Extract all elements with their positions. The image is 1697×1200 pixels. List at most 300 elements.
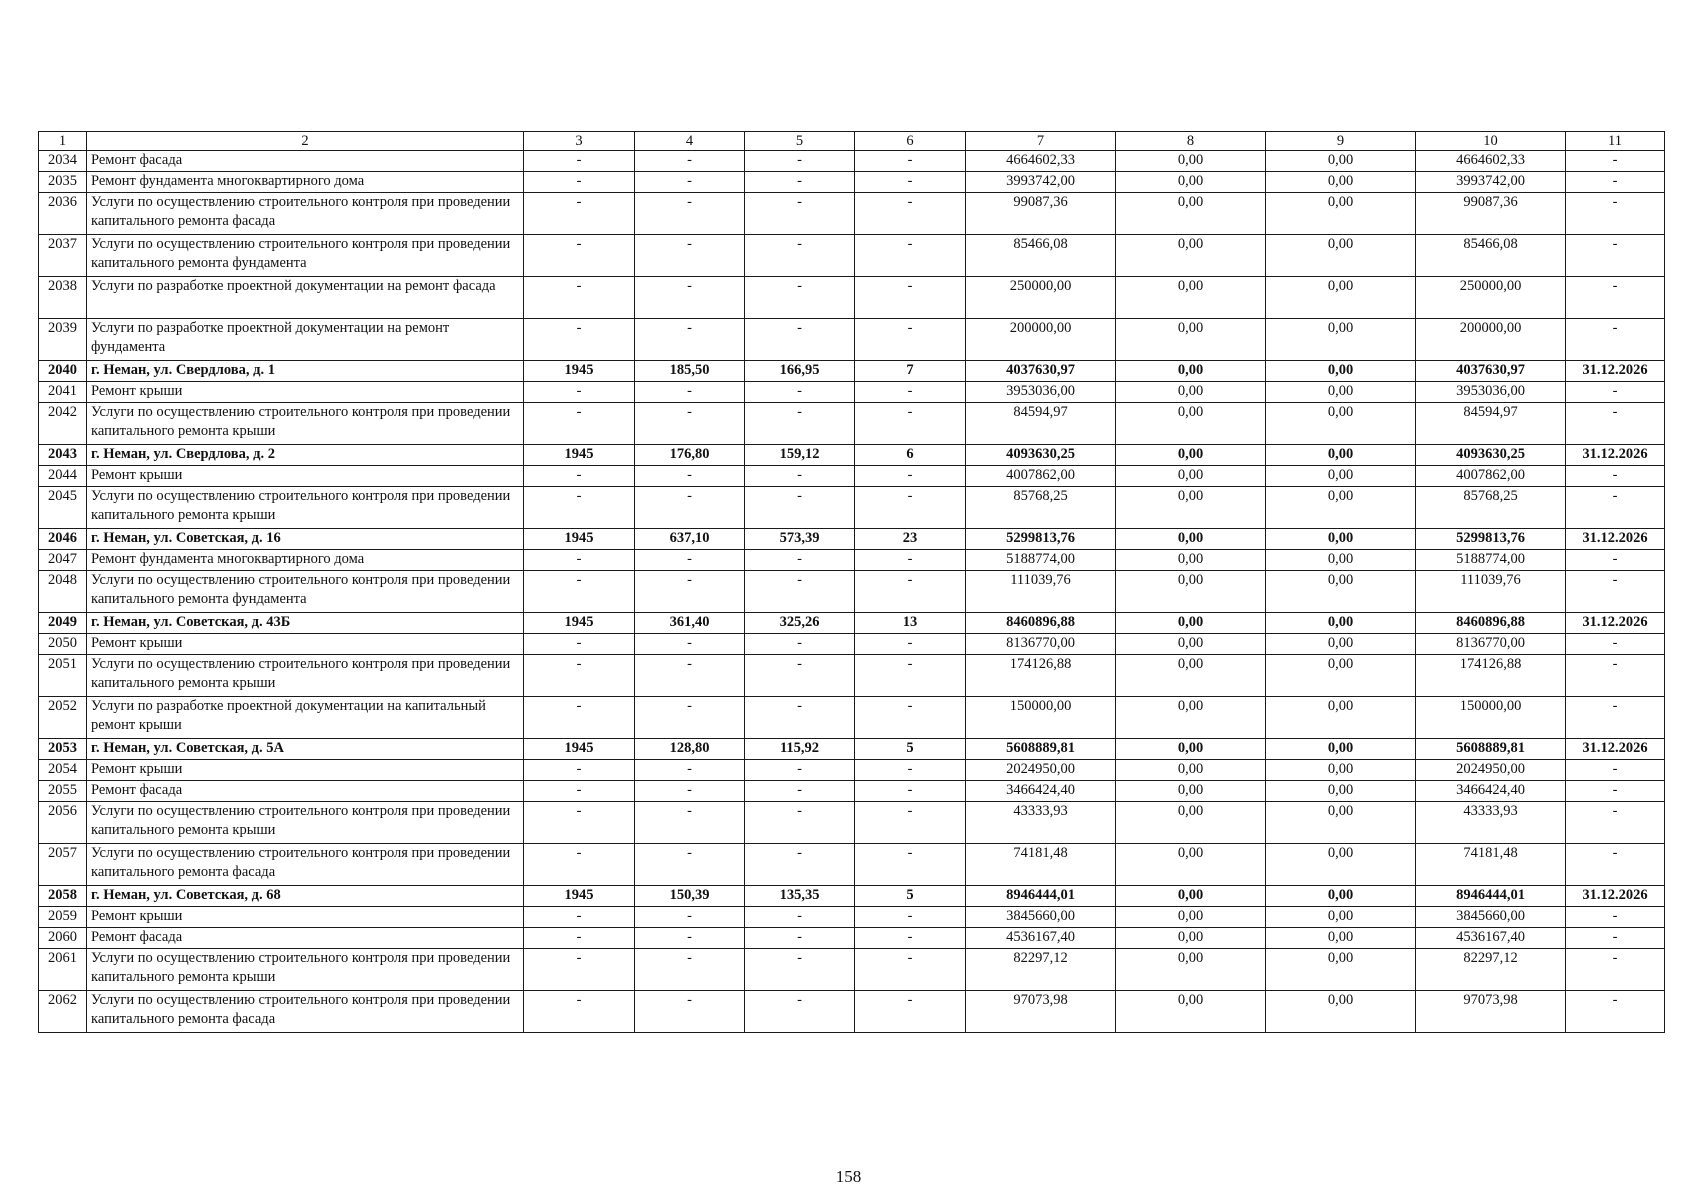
cell-c3: - [524,655,635,697]
cell-c4: - [635,697,745,739]
row-number: 2056 [39,802,87,844]
cell-c8: 0,00 [1116,739,1266,760]
table-body [39,132,1665,1033]
header-cell: 9 [1266,132,1416,151]
cell-c8: 0,00 [1116,235,1266,277]
cell-c10: 85768,25 [1416,487,1566,529]
cell-c9: 0,00 [1266,382,1416,403]
table-row [39,697,1665,739]
cell-c7: 97073,98 [966,991,1116,1033]
cell-c11: 31.12.2026 [1566,529,1665,550]
address-row [39,886,1665,907]
cell-c5: - [745,382,855,403]
cell-c11: 31.12.2026 [1566,613,1665,634]
cell-c6: - [855,550,966,571]
cell-c8: 0,00 [1116,760,1266,781]
cell-c4: - [635,466,745,487]
cell-c11: - [1566,235,1665,277]
row-name: г. Неман, ул. Советская, д. 5А [87,739,524,760]
cell-c6: - [855,235,966,277]
cell-c9: 0,00 [1266,907,1416,928]
cell-c6: 6 [855,445,966,466]
table-row [39,991,1665,1033]
row-number: 2036 [39,193,87,235]
cell-c11: 31.12.2026 [1566,361,1665,382]
cell-c3: - [524,781,635,802]
cell-c11: - [1566,844,1665,886]
cell-c11: - [1566,193,1665,235]
cell-c8: 0,00 [1116,151,1266,172]
cell-c3: 1945 [524,613,635,634]
row-number: 2057 [39,844,87,886]
cell-c10: 8460896,88 [1416,613,1566,634]
cell-c5: - [745,697,855,739]
cell-c3: - [524,571,635,613]
row-number: 2044 [39,466,87,487]
row-name: Ремонт крыши [87,634,524,655]
cell-c11: - [1566,949,1665,991]
cell-c10: 2024950,00 [1416,760,1566,781]
cell-c7: 84594,97 [966,403,1116,445]
cell-c11: - [1566,571,1665,613]
cell-c3: - [524,928,635,949]
cell-c4: 150,39 [635,886,745,907]
cell-c6: - [855,151,966,172]
cell-c11: - [1566,550,1665,571]
cell-c9: 0,00 [1266,886,1416,907]
cell-c4: - [635,844,745,886]
cell-c6: - [855,655,966,697]
cell-c9: 0,00 [1266,277,1416,319]
cell-c8: 0,00 [1116,445,1266,466]
header-cell: 8 [1116,132,1266,151]
cell-c5: - [745,319,855,361]
cell-c6: - [855,571,966,613]
cell-c4: - [635,991,745,1033]
cell-c9: 0,00 [1266,361,1416,382]
cell-c9: 0,00 [1266,151,1416,172]
cell-c3: 1945 [524,529,635,550]
cell-c3: - [524,991,635,1033]
cell-c11: 31.12.2026 [1566,886,1665,907]
address-row [39,445,1665,466]
row-number: 2046 [39,529,87,550]
cell-c7: 111039,76 [966,571,1116,613]
cell-c11: - [1566,172,1665,193]
row-name: Ремонт крыши [87,760,524,781]
cell-c4: - [635,193,745,235]
cell-c9: 0,00 [1266,781,1416,802]
row-name: Услуги по осуществлению строительного контроля при проведении капитального ремонта фундамента [87,571,524,613]
cell-c5: 159,12 [745,445,855,466]
row-name: г. Неман, ул. Советская, д. 68 [87,886,524,907]
cell-c3: - [524,550,635,571]
cell-c5: 573,39 [745,529,855,550]
header-cell: 3 [524,132,635,151]
table-row [39,655,1665,697]
cell-c10: 111039,76 [1416,571,1566,613]
cell-c11: - [1566,907,1665,928]
row-name: Услуги по осуществлению строительного контроля при проведении капитального ремонта фасада [87,844,524,886]
cell-c8: 0,00 [1116,382,1266,403]
cell-c9: 0,00 [1266,571,1416,613]
cell-c11: - [1566,403,1665,445]
cell-c10: 99087,36 [1416,193,1566,235]
cell-c4: 128,80 [635,739,745,760]
cell-c9: 0,00 [1266,655,1416,697]
cell-c10: 43333,93 [1416,802,1566,844]
row-name: Ремонт крыши [87,907,524,928]
cell-c4: - [635,172,745,193]
cell-c8: 0,00 [1116,697,1266,739]
table-row [39,949,1665,991]
row-number: 2034 [39,151,87,172]
cell-c6: - [855,193,966,235]
row-name: Услуги по осуществлению строительного контроля при проведении капитального ремонта фундамента [87,235,524,277]
cell-c4: - [635,760,745,781]
cell-c8: 0,00 [1116,550,1266,571]
row-name: Услуги по разработке проектной документации на ремонт фундамента [87,319,524,361]
table-row [39,550,1665,571]
cell-c9: 0,00 [1266,739,1416,760]
cell-c3: - [524,844,635,886]
cell-c4: - [635,802,745,844]
works-table [38,131,1665,1033]
cell-c3: - [524,802,635,844]
table-row [39,235,1665,277]
cell-c3: - [524,907,635,928]
cell-c7: 3953036,00 [966,382,1116,403]
cell-c7: 200000,00 [966,319,1116,361]
cell-c5: - [745,634,855,655]
cell-c3: - [524,382,635,403]
cell-c5: - [745,193,855,235]
cell-c9: 0,00 [1266,949,1416,991]
cell-c8: 0,00 [1116,886,1266,907]
header-cell: 6 [855,132,966,151]
cell-c10: 4664602,33 [1416,151,1566,172]
cell-c10: 3845660,00 [1416,907,1566,928]
cell-c8: 0,00 [1116,571,1266,613]
header-row [39,132,1665,151]
table-row [39,802,1665,844]
row-name: Услуги по осуществлению строительного контроля при проведении капитального ремонта крыши [87,655,524,697]
table-row [39,760,1665,781]
cell-c7: 4037630,97 [966,361,1116,382]
header-cell: 11 [1566,132,1665,151]
cell-c7: 5188774,00 [966,550,1116,571]
row-number: 2040 [39,361,87,382]
header-cell: 1 [39,132,87,151]
row-name: Услуги по осуществлению строительного контроля при проведении капитального ремонта крыши [87,403,524,445]
row-number: 2041 [39,382,87,403]
header-cell: 7 [966,132,1116,151]
cell-c7: 99087,36 [966,193,1116,235]
cell-c9: 0,00 [1266,466,1416,487]
cell-c5: - [745,172,855,193]
cell-c5: - [745,571,855,613]
header-cell: 10 [1416,132,1566,151]
row-number: 2053 [39,739,87,760]
cell-c3: - [524,319,635,361]
table-row [39,277,1665,319]
row-number: 2042 [39,403,87,445]
header-cell: 2 [87,132,524,151]
cell-c9: 0,00 [1266,550,1416,571]
cell-c8: 0,00 [1116,928,1266,949]
cell-c6: - [855,907,966,928]
cell-c4: - [635,781,745,802]
cell-c10: 4093630,25 [1416,445,1566,466]
cell-c5: - [745,403,855,445]
cell-c11: - [1566,991,1665,1033]
cell-c11: - [1566,928,1665,949]
row-number: 2055 [39,781,87,802]
cell-c5: - [745,466,855,487]
row-name: Услуги по разработке проектной документации на капитальный ремонт крыши [87,697,524,739]
cell-c9: 0,00 [1266,760,1416,781]
header-cell: 4 [635,132,745,151]
cell-c8: 0,00 [1116,655,1266,697]
row-name: Услуги по осуществлению строительного контроля при проведении капитального ремонта крыши [87,949,524,991]
address-row [39,739,1665,760]
row-name: г. Неман, ул. Советская, д. 43Б [87,613,524,634]
cell-c6: - [855,487,966,529]
row-number: 2038 [39,277,87,319]
cell-c5: 325,26 [745,613,855,634]
cell-c4: - [635,907,745,928]
cell-c4: 361,40 [635,613,745,634]
row-number: 2059 [39,907,87,928]
table-row [39,382,1665,403]
cell-c4: - [635,949,745,991]
cell-c6: - [855,277,966,319]
cell-c8: 0,00 [1116,949,1266,991]
row-name: г. Неман, ул. Советская, д. 16 [87,529,524,550]
cell-c11: - [1566,487,1665,529]
cell-c10: 82297,12 [1416,949,1566,991]
cell-c8: 0,00 [1116,991,1266,1033]
cell-c8: 0,00 [1116,361,1266,382]
cell-c10: 4536167,40 [1416,928,1566,949]
cell-c10: 174126,88 [1416,655,1566,697]
row-number: 2050 [39,634,87,655]
table-row [39,907,1665,928]
cell-c6: 13 [855,613,966,634]
cell-c3: - [524,172,635,193]
cell-c11: - [1566,382,1665,403]
cell-c4: - [635,928,745,949]
cell-c3: - [524,634,635,655]
row-number: 2061 [39,949,87,991]
cell-c7: 4093630,25 [966,445,1116,466]
table-row [39,844,1665,886]
table-row [39,466,1665,487]
row-number: 2047 [39,550,87,571]
cell-c8: 0,00 [1116,193,1266,235]
cell-c6: - [855,172,966,193]
row-number: 2054 [39,760,87,781]
cell-c6: - [855,634,966,655]
cell-c6: - [855,802,966,844]
cell-c7: 150000,00 [966,697,1116,739]
cell-c7: 4536167,40 [966,928,1116,949]
cell-c7: 3993742,00 [966,172,1116,193]
cell-c3: 1945 [524,739,635,760]
cell-c9: 0,00 [1266,172,1416,193]
cell-c5: 166,95 [745,361,855,382]
cell-c10: 74181,48 [1416,844,1566,886]
cell-c7: 4664602,33 [966,151,1116,172]
cell-c3: - [524,235,635,277]
cell-c4: 176,80 [635,445,745,466]
cell-c4: - [635,655,745,697]
cell-c4: - [635,550,745,571]
cell-c10: 4007862,00 [1416,466,1566,487]
cell-c8: 0,00 [1116,529,1266,550]
cell-c6: 5 [855,739,966,760]
table-row [39,781,1665,802]
cell-c6: - [855,403,966,445]
row-number: 2060 [39,928,87,949]
cell-c7: 8946444,01 [966,886,1116,907]
cell-c4: 185,50 [635,361,745,382]
cell-c4: - [635,634,745,655]
row-name: Услуги по осуществлению строительного контроля при проведении капитального ремонта фасада [87,991,524,1033]
row-number: 2035 [39,172,87,193]
row-number: 2048 [39,571,87,613]
cell-c6: - [855,991,966,1033]
cell-c11: 31.12.2026 [1566,445,1665,466]
row-number: 2052 [39,697,87,739]
cell-c3: - [524,193,635,235]
cell-c3: - [524,949,635,991]
cell-c3: - [524,487,635,529]
cell-c9: 0,00 [1266,697,1416,739]
cell-c11: - [1566,760,1665,781]
cell-c7: 82297,12 [966,949,1116,991]
table-row [39,193,1665,235]
cell-c10: 4037630,97 [1416,361,1566,382]
cell-c6: 5 [855,886,966,907]
cell-c8: 0,00 [1116,844,1266,886]
cell-c10: 5299813,76 [1416,529,1566,550]
cell-c7: 8460896,88 [966,613,1116,634]
cell-c11: - [1566,466,1665,487]
cell-c8: 0,00 [1116,403,1266,445]
row-name: Ремонт фасада [87,151,524,172]
row-number: 2051 [39,655,87,697]
cell-c8: 0,00 [1116,172,1266,193]
cell-c10: 200000,00 [1416,319,1566,361]
row-name: Ремонт фасада [87,928,524,949]
cell-c10: 150000,00 [1416,697,1566,739]
cell-c7: 85768,25 [966,487,1116,529]
cell-c3: - [524,277,635,319]
address-row [39,361,1665,382]
cell-c10: 85466,08 [1416,235,1566,277]
cell-c9: 0,00 [1266,991,1416,1033]
cell-c5: - [745,550,855,571]
cell-c5: - [745,928,855,949]
cell-c5: - [745,277,855,319]
cell-c3: - [524,151,635,172]
cell-c4: - [635,319,745,361]
cell-c8: 0,00 [1116,781,1266,802]
row-name: Услуги по осуществлению строительного контроля при проведении капитального ремонта крыши [87,487,524,529]
row-name: Услуги по осуществлению строительного контроля при проведении капитального ремонта крыши [87,802,524,844]
cell-c8: 0,00 [1116,277,1266,319]
table-row [39,151,1665,172]
cell-c8: 0,00 [1116,907,1266,928]
cell-c3: 1945 [524,361,635,382]
cell-c8: 0,00 [1116,634,1266,655]
cell-c8: 0,00 [1116,319,1266,361]
cell-c9: 0,00 [1266,928,1416,949]
table-row [39,571,1665,613]
cell-c8: 0,00 [1116,466,1266,487]
row-number: 2058 [39,886,87,907]
cell-c7: 43333,93 [966,802,1116,844]
row-number: 2043 [39,445,87,466]
cell-c3: 1945 [524,445,635,466]
cell-c6: - [855,466,966,487]
cell-c4: - [635,277,745,319]
cell-c5: 135,35 [745,886,855,907]
cell-c6: - [855,928,966,949]
cell-c11: - [1566,634,1665,655]
cell-c3: - [524,760,635,781]
row-number: 2037 [39,235,87,277]
row-number: 2049 [39,613,87,634]
cell-c7: 4007862,00 [966,466,1116,487]
row-number: 2062 [39,991,87,1033]
cell-c6: - [855,697,966,739]
cell-c4: - [635,235,745,277]
cell-c10: 8946444,01 [1416,886,1566,907]
cell-c10: 250000,00 [1416,277,1566,319]
cell-c6: 7 [855,361,966,382]
cell-c9: 0,00 [1266,403,1416,445]
cell-c7: 250000,00 [966,277,1116,319]
row-name: г. Неман, ул. Свердлова, д. 2 [87,445,524,466]
cell-c11: - [1566,802,1665,844]
cell-c9: 0,00 [1266,802,1416,844]
cell-c11: - [1566,697,1665,739]
cell-c7: 2024950,00 [966,760,1116,781]
cell-c10: 3953036,00 [1416,382,1566,403]
cell-c5: - [745,235,855,277]
cell-c9: 0,00 [1266,235,1416,277]
cell-c5: - [745,760,855,781]
cell-c9: 0,00 [1266,445,1416,466]
cell-c11: 31.12.2026 [1566,739,1665,760]
cell-c7: 3466424,40 [966,781,1116,802]
row-name: Ремонт фасада [87,781,524,802]
table-row [39,634,1665,655]
row-name: Ремонт фундамента многоквартирного дома [87,550,524,571]
cell-c9: 0,00 [1266,613,1416,634]
cell-c5: 115,92 [745,739,855,760]
cell-c7: 3845660,00 [966,907,1116,928]
row-name: Ремонт крыши [87,466,524,487]
cell-c7: 8136770,00 [966,634,1116,655]
cell-c3: - [524,697,635,739]
cell-c4: - [635,151,745,172]
cell-c6: - [855,949,966,991]
cell-c5: - [745,487,855,529]
cell-c3: - [524,466,635,487]
